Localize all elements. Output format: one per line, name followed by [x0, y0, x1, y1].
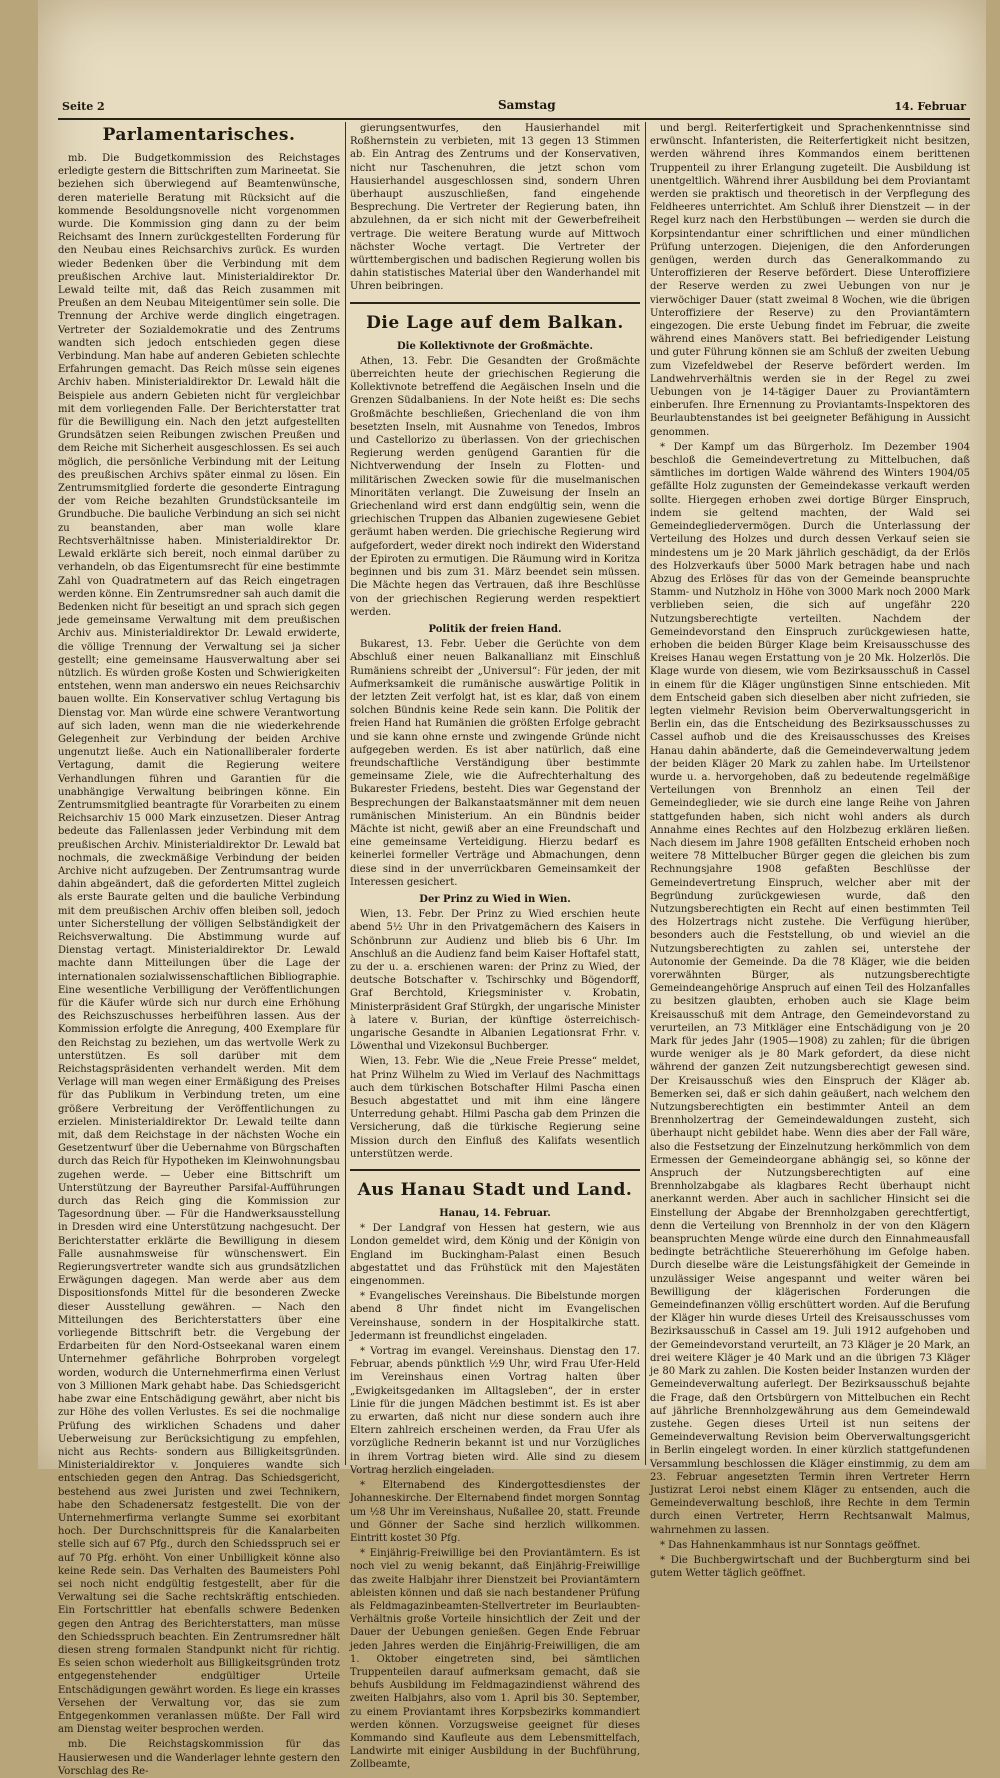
article-paragraph: * Das Hahnenkammhaus ist nur Sonntags geöffnet.: [660, 1539, 921, 1551]
article-paragraph: * Elternabend des Kindergottesdienstes der Johanneskirche. Der Elternabend findet morgen Sonntag um ½8 Uhr im Vereinshaus, Nußallee 20, statt. Freunde und Gönner der Sache sind herzlich willkommen. Eintritt kostet 30 Pfg.: [350, 1480, 640, 1544]
column-rule: [345, 122, 346, 1465]
article-paragraph: und bergl. Reiterfertigkeit und Sprachenkenntnisse sind erwünscht. Infanteristen, die Reiterfertigkeit nicht besitzen, werden während ihres Kommandos einem berittenen Truppenteil zu ihrer Erlangung zugeteilt. Die Ausbildung ist unentgeltlich. Während ihrer Ausbildung bei dem Proviantamt werden sie praktisch und theoretisch in der Verpflegung des Feldheeres unterrichtet. Am Schluß ihrer Dienstzeit — in der Regel kurz nach den Herbstübungen — werden sie durch die Korpsintendantur einer schriftlichen und einer mündlichen Prüfung unterzogen. Diejenigen, die den Anforderungen genügen, werden durch das Generalkommando zu Unteroffizieren der Reserve befördert. Diese Unteroffiziere der Reserve werden zu zwei Uebungen von nur je vierwöchiger Dauer (statt zweimal 8 Wochen, wie die übrigen Unteroffiziere der Reserve) zu den Proviantämtern eingezogen. Die erste Uebung findet im Februar, die zweite während eines Manövers statt. Bei befriedigender Leistung und guter Führung können sie am Schluß der zweiten Uebung zum Vizefeldwebel der Reserve befördert werden. Im Landwehrverhältnis werden sie in der Regel zu zwei Uebungen von je 14-tägiger Dauer zu Proviantämtern einberufen. Ihre Ernennung zu Proviantamts-Inspektoren des Beurlaubtenstandes ist bei geeigneter Befähigung in Aussicht genommen.: [650, 123, 970, 438]
article-paragraph: mb. Die Reichstagskommission für das Hausierwesen und die Wanderlager lehnte gestern den Vorschlag des Re-: [58, 1739, 340, 1777]
article-paragraph: * Der Kampf um das Bürgerholz. Im Dezember 1904 beschloß die Gemeindevertretung zu Mittelbuchen, daß sämtliches im dortigen Walde während des Winters 1904/05 gefällte Holz zugunsten der Gemeindekasse verkauft werden sollte. Hiergegen erhoben zwei dortige Bürger Einspruch, indem sie geltend machten, der Wald sei Gemeindegliedervermögen. Durch die Unterlassung der Verteilung des Holzes und durch dessen Verkauf seien sie mindestens um je 20 Mark jährlich geschädigt, da der Erlös des Holzverkaufs über 5000 Mark betragen habe und nach Abzug des Erlöses für das von der Gemeinde beanspruchte Stamm- und Nutzholz in Höhe von 3000 Mark noch 2000 Mark verblieben seien, die sich auf ungefähr 220 Nutzungsberechtigte verteilten. Nachdem der Gemeindevorstand den Einspruch zurückgewiesen hatte, erhoben die beiden Bürger Klage beim Kreisausschusse des Kreises Hanau wegen Erstattung von je 20 Mk. Holzerlös. Die Klage wurde von diesem, wie vom Bezirksausschuß in Cassel in einem für die Kläger ungünstigen Sinne entschieden. Mit dem Entscheid gaben sich dieselben aber nicht zufrieden, sie legten vielmehr Revision beim Oberverwaltungsgericht in Berlin ein, das die Entscheidung des Bezirksausschusses zu Cassel aufhob und die des Kreisausschusses des Kreises Hanau dahin abänderte, daß die Gemeindeverwaltung jedem der beiden Kläger 20 Mark zu zahlen habe. Im Urteilstenor wurde u. a. hervorgehoben, daß zu bedeutende regelmäßige Verteilungen von Brennholz an einen Teil der Gemeindeglieder, wie sie durch eine lange Reihe von Jahren stattgefunden haben, sich nicht wohl anders als durch Annahme eines Rechtes auf den Holzbezug erklären ließen. Nach diesem im Jahre 1908 gefällten Entscheid erhoben noch weitere 78 Mittelbucher Bürger gegen die gleichen bis zum Rechnungsjahre 1908 gefaßten Beschlüsse der Gemeindevertretung Einspruch, welcher aber mit der Begründung zurückgewiesen wurde, daß den Nutzungsberechtigten ein Recht auf einen bestimmten Teil des Holzertrags nicht zustehe. Die Verfügung hierüber, besonders auch die Feststellung, ob und wieviel an die Nutzungsberechtigten zu zahlen sei, unterstehe der Autonomie der Gemeinde. Da die 78 Kläger, wie die beiden vorerwähnten Bürger, als nutzungsberechtigte Gemeindeangehörige Anspruch auf einen Teil des Holzanfalles zu besitzen glaubten, erhoben auch sie Klage beim Kreisausschuß mit dem Antrage, den Gemeindevorstand zu verurteilen, an 73 Mitkläger eine Entschädigung von je 20 Mark für jedes Jahr (1905—1908) zu zahlen; für die übrigen wurde weniger als je 80 Mark gefordert, da diese nicht während der ganzen Zeit nutzungsberechtigt gewesen sind. Der Kreisausschuß wies den Einspruch der Kläger ab. Bemerken sei, daß er sich dahin geäußert, nach welchem den Nutzungsberechtigten ein bestimmter Anteil an dem Brennholzertrag der Gemeindewaldungen zusteht, sich überhaupt nicht gebildet habe. Wenn dies aber der Fall wäre, also die Festsetzung der Einzelnutzung herkömmlich von dem Ermessen der Gemeindeorgane abhängig sei, so könne der Anspruch der Nutzungsberechtigten auf eine Brennholzabgabe als klagbares Recht überhaupt nicht anerkannt werden. Aber auch in sachlicher Hinsicht sei die Einstellung der Abgabe der Brennholzgaben gerechtfertigt, denn die Verteilung von Brennholz in der von den Klägern beanspruchten Menge würde eine durch den Einnahmeausfall bedingte beträchtliche Steuererhöhung im Gefolge haben. Durch dieselbe wäre die Leistungsfähigkeit der Gemeinde in unzulässiger Weise angespannt und weiter wären bei Bewilligung der klägerischen Forderungen die Gemeindefinanzen völlig erschüttert worden. Auf die Berufung der Kläger hin wurde dieses Urteil des Kreisausschusses vom Bezirksausschuß in Cassel am 19. Juli 1912 aufgehoben und der Gemeindevorstand verurteilt, an 73 Kläger je 20 Mark, an drei weitere Kläger je 40 Mark und an die übrigen 73 Kläger je 80 Mark zu zahlen. Die Kosten beider Instanzen wurden der Gemeindeverwaltung auferlegt. Der Bezirksausschuß bejahte die Frage, daß den Ortsbürgern von Mittelbuchen ein Recht auf jährliche Brennholzgewährung aus dem Gemeindewald zustehe. Gegen dieses Urteil ist nun seitens der Gemeindeverwaltung Revision beim Oberverwaltungsgericht in Berlin eingelegt worden. In einer kürzlich stattgefundenen Versammlung beschlossen die Kläger einstimmig, zu dem am 23. Februar angesetzten Termin ihren Vertreter Herrn Justizrat Leroi nebst einem Kläger zu entsenden, auch die Gemeindeverwaltung beschloß, ihre Rechte in dem Termin durch einen Vertreter, Herrn Rechtsanwalt Malmus, wahrnehmen zu lassen.: [650, 441, 970, 1536]
section-divider: [350, 1169, 640, 1171]
column-rule: [645, 122, 646, 1465]
article-paragraph: * Vortrag im evangel. Vereinshaus. Dienstag den 17. Februar, abends pünktlich ½9 Uhr, wird Frau Ufer-Held im Vereinshaus einen Vortrag halten über „Ewigkeitsgedanken im Alltagsleben“, der in erster Linie für die jungen Mädchen bestimmt ist. Es ist aber zu erwarten, daß nicht nur diese sondern auch ihre Eltern zahlreich erscheinen werden, da Frau Ufer als vorzügliche Rednerin bekannt ist und nur Vorzügliches in ihrem Vortrag bieten wird. Alle sind zu diesem Vortrag herzlich eingeladen.: [350, 1346, 640, 1476]
article-paragraph: * Der Landgraf von Hessen hat gestern, wie aus London gemeldet wird, dem König und der Königin von England im Buckingham-Palast einen Besuch abgestattet und das Frühstück mit den Majestäten eingenommen.: [350, 1223, 640, 1288]
weekday: Samstag: [498, 98, 556, 112]
subheading: Politik der freien Hand.: [428, 623, 562, 635]
newspaper-page: [38, 0, 986, 1777]
article-paragraph: * Einjährig-Freiwillige bei den Proviantämtern. Es ist noch viel zu wenig bekannt, daß Einjährig-Freiwillige das zweite Halbjahr ihrer Dienstzeit bei Proviantämtern ableisten können und daß sie nach bestandener Prüfung als Feldmagazinbeamten-Stellvertreter im Beurlaubten-Verhältnis große Vorteile hinsichtlich der Zeit und der Dauer der Uebungen genießen. Gegen Ende Februar jeden Jahres werden die Einjährig-Freiwilligen, die am 1. Oktober eingetreten sind, bei sämtlichen Truppenteilen darauf aufmerksam gemacht, daß sie behufs Ausbildung im Feldmagazindienst während des zweiten Halbjahrs, also vom 1. April bis 30. September, zu einem Proviantamt ihres Korpsbezirks kommandiert werden können. Vorzugsweise geeignet für dieses Kommando sind Kaufleute aus dem Lebensmittelfach, Landwirte mit einiger Ausbildung in der Buchführung, Zollbeamte,: [350, 1548, 640, 1771]
subheading: Der Prinz zu Wied in Wien.: [419, 893, 571, 905]
article-paragraph: Bukarest, 13. Febr. Ueber die Gerüchte von dem Abschluß einer neuen Balkanallianz mit Einschluß Rumäniens schreibt der „Universul“: Für jeden, der mit Aufmerksamkeit die rumänische auswärtige Politik in der letzten Zeit verfolgt hat, ist es klar, daß von einem solchen Bündnis keine Rede sein kann. Die Politik der freien Hand hat Rumänien die größten Erfolge gebracht und sie kann ohne ernste und zwingende Gründe nicht aufgegeben werden. Es ist aber natürlich, daß eine freundschaftliche Verständigung über bestimmte gemeinsame Ziele, wie die Aufrechterhaltung des Bukarester Friedens, besteht. Dies war Gegenstand der Besprechungen der Balkanstaatsmänner mit dem neuen rumänischen Ministerium. An ein Bündnis beider Mächte ist nicht, gewiß aber an eine Freundschaft und eine gemeinsame Verteidigung. Hierzu bedarf es keinerlei formeller Verträge und Abmachungen, denn diese sind in der unverrückbaren Gemeinsamkeit der Interessen gesichert.: [350, 639, 640, 888]
page-number: Seite 2: [62, 100, 105, 113]
article-paragraph: * Die Buchbergwirtschaft und der Buchbergturm sind bei gutem Wetter täglich geöffnet.: [650, 1554, 970, 1580]
column-1: [58, 122, 340, 1777]
article-paragraph: Athen, 13. Febr. Die Gesandten der Großmächte überreichten heute der griechischen Regierung die Kollektivnote betreffend die Aegäischen Inseln und die Grenzen Südalbaniens. In der Note heißt es: Die sechs Großmächte beschließen, Griechenland die von ihm besetzten Inseln, mit Ausnahme von Tenedos, Imbros und Castellorizo zu überlassen. Von der griechischen Regierung werden genügend Garantien für die Nichtverwendung der Inseln zu Flotten- und militärischen Zwecken sowie für die muselmanischen Minoritäten verlangt. Die Zuweisung der Inseln an Griechenland wird erst dann endgültig sein, wenn die griechischen Truppen das Albanien zugewiesene Gebiet geräumt haben werden. Die griechische Regierung wird aufgefordert, weder direkt noch indirekt den Widerstand der Epiroten zu ermutigen. Die Räumung wird in Koritza beginnen und bis zum 31. März beendet sein müssen. Die Mächte hegen das Vertrauen, daß ihre Beschlüsse von der griechischen Regierung werden respektiert werden.: [350, 355, 640, 618]
article-paragraph: gierungsentwurfes, den Hausierhandel mit Roßhernstein zu verbieten, mit 13 gegen 13 Stimmen ab. Ein Antrag des Zentrums und der Konservativen, nicht nur Taschenuhren, die jetzt schon vom Hausierhandel ausgeschlossen sind, sondern Uhren überhaupt auszuschließen, fand eingehende Besprechung. Die Vertreter der Regierung baten, ihn abzulehnen, da er sich nicht mit der Gewerbefreiheit vertrage. Die weitere Beratung wurde auf Mittwoch nächster Woche vertagt. Die Vertreter der württembergischen und badischen Regierung wollen bis dahin statistisches Material über den Wanderhandel mit Uhren beibringen.: [350, 123, 640, 293]
article-paragraph: Wien, 13. Febr. Wie die „Neue Freie Presse“ meldet, hat Prinz Wilhelm zu Wied im Verlauf des Nachmittags auch dem türkischen Botschafter Hilmi Pascha einen Besuch abgestattet und mit ihm eine längere Unterredung gehabt. Hilmi Pascha gab dem Prinzen die Versicherung, daß die türkische Regierung seine Mission durch den Einfluß des Kalifats wesentlich unterstützen werde.: [350, 1056, 640, 1160]
article-paragraph: Wien, 13. Febr. Der Prinz zu Wied erschien heute abend 5½ Uhr in den Privatgemächern des Kaisers in Schönbrunn zur Audienz und blieb bis 6 Uhr. Im Anschluß an die Audienz fand beim Kaiser Hoftafel statt, zu der u. a. erschienen waren: der Prinz zu Wied, der deutsche Botschafter v. Tschirschky und Bögendorff, Graf Berchtold, Kriegsminister v. Krobatin, Ministerpräsident Graf Stürgkh, der ungarische Minister à latere v. Burian, der künftige österreichisch-ungarische Gesandte in Albanien Legationsrat Frhr. v. Löwenthal und Vizekonsul Buchberger.: [350, 909, 641, 1053]
subheading: Die Kollektivnote der Großmächte.: [396, 340, 594, 352]
column-3: [650, 122, 970, 1580]
section-title-parlamentarisches: Parlamentarisches.: [102, 125, 296, 145]
dateline: Hanau, 14. Februar.: [439, 1208, 551, 1220]
column-2: [350, 122, 641, 1771]
issue-date: 14. Februar: [894, 100, 966, 113]
section-title-balkan: Die Lage auf dem Balkan.: [366, 312, 624, 333]
article-paragraph: mb. Die Budgetkommission des Reichstages erledigte gestern die Bittschriften zum Marineetat. Sie beziehen sich überwiegend auf Beamtenwünsche, deren materielle Beratung mit Rücksicht auf die kommende Besoldungsnovelle nicht vorgenommen wurde. Die Kommission ging dann zu der beim Reichsamt des Innern zurückgestellten Forderung für den Neubau eines Reichsarchivs zurück. Es wurden wieder Bedenken über die Verbindung mit dem preußischen Archive laut. Ministerialdirektor Dr. Lewald teilte mit, daß das Reich zusammen mit Preußen an dem Neubau Miteigentümer sein solle. Die Trennung der Archive werde dinglich eingetragen. Vertreter der Sozialdemokratie und des Zentrums wandten sich jedoch entschieden gegen diese Verbindung. Man habe auf anderen Gebieten schlechte Erfahrungen gemacht. Das Reich müsse sein eigenes Archiv haben. Ministerialdirektor Dr. Lewald hält die Beispiele aus andern Gebieten nicht für vergleichbar mit dem vorliegenden Falle. Der Berichterstatter trat für die Bewilligung ein. Nach den jetzt aufgestellten Grundsätzen seien Reibungen zwischen Preußen und dem Reiche mit Sicherheit ausgeschlossen. Es sei auch möglich, die persönliche Verbindung mit der Leitung des preußischen Archivs später einmal zu lösen. Ein Zentrumsmitglied forderte die gesonderte Eintragung der vom Reiche bezahlten Grundstücksanteile im Grundbuche. Die bauliche Verbindung an sich sei nicht zu beanstanden, aber man wolle klare Rechtsverhältnisse haben. Ministerialdirektor Dr. Lewald erklärte sich bereit, noch einmal darüber zu verhandeln, ob das Eigentumsrecht für eine bestimmte Zahl von Quadratmetern auf das Reich eingetragen werden könne. Ein Zentrumsredner sah auch damit die Bedenken nicht für beseitigt an und sprach sich gegen jede gemeinsame Verwaltung mit dem preußischen Archiv aus. Ministerialdirektor Dr. Lewald erwiderte, die völlige Trennung der Verwaltung sei ja sicher gestellt; eine gemeinsame Hausverwaltung aber sei nützlich. Es würden große Kosten und Schwierigkeiten entstehen, wenn man anderswo ein neues Reichsarchiv bauen wollte. Ein Konservativer schlug Vertagung bis Dienstag vor. Man würde eine schwere Verantwortung auf sich laden, wenn man die nie wiederkehrende Gelegenheit zur Verbindung der beiden Archive ungenutzt ließe. Auch ein Nationalliberaler forderte Vertagung, damit die Regierung weitere Verhandlungen führen und Garantien für die unabhängige Verwaltung beibringen könne. Ein Zentrumsmitglied beantragte für Vorarbeiten zu einem Reichsarchiv 15 000 Mark einzusetzen. Dieser Antrag bedeute das Fallenlassen jeder Verbindung mit dem preußischen Archiv. Ministerialdirektor Dr. Lewald bat nochmals, die zweckmäßige Verbindung der beiden Archive nicht aufzugeben. Der Zentrumsantrag wurde dahin abgeändert, daß die geforderten Mittel zugleich als erste Baurate gelten und die bauliche Verbindung mit dem preußischen Archiv offen bleiben soll, jedoch unter Sicherstellung der völligen Selbständigkeit der Reichsverwaltung. Die Abstimmung wurde auf Dienstag vertagt. Ministerialdirektor Dr. Lewald machte dann Mitteilungen über die Lage der internationalen sozialwissenschaftlichen Bibliographie. Eine wesentliche Verbilligung der Veröffentlichungen für die Käufer würde sich nur durch eine Erhöhung des Reichszuschusses herbeiführen lassen. Aus der Kommission erfolgte die Anregung, 400 Exemplare für den Reichstag zu beziehen, um das wertvolle Werk zu unterstützen. Es soll darüber mit dem Reichstagspräsidenten verhandelt werden. Mit dem Verlage will man wegen einer Ermäßigung des Preises für das Publikum in Verbindung treten, um eine größere Verbreitung der Veröffentlichungen zu erzielen. Ministerialdirektor Dr. Lewald teilte dann mit, daß dem Reichstage in der nächsten Woche ein Gesetzentwurf über die Uebernahme von Bürgschaften durch das Reich für Hypotheken im Kleinwohnungsbau zugehen werde. — Ueber eine Bittschrift um Unterstützung der Bayreuther Parsifal-Aufführungen durch das Reich ging die Kommission zur Tagesordnung über. — Für die Handwerksausstellung in Dresden wird eine Unterstützung nachgesucht. Der Berichterstatter erklärte die Bewilligung in diesem Falle ausnahmsweise für wünschenswert. Ein Regierungsvertreter wandte sich aus grundsätzlichen Erwägungen dagegen. Man werde aber aus dem Dispositionsfonds Mittel für die besonderen Zwecke dieser Ausstellung gewähren. — Nach den Mitteilungen des Berichterstatters über eine vorliegende Bittschrift betr. die Vergebung der Erdarbeiten für den Nord-Ostseekanal waren einem Unternehmer gefährliche Bohrproben vorgelegt worden, wodurch die Unternehmerfirma einen Verlust von 3 Millionen Mark gehabt habe. Das Schiedsgericht habe zwar eine Entschädigung gewährt, aber nicht bis zur Höhe des vollen Verlustes. Es sei die nochmalige Prüfung des wirklichen Schadens und daher Ueberweisung zur Berücksichtigung zu empfehlen, nicht aus Rechts- sondern aus Billigkeitsgründen. Ministerialdirektor v. Jonquieres wandte sich entschieden gegen den Antrag. Das Schiedsgericht, bestehend aus zwei Juristen und zwei Technikern, habe den Schadenersatz festgestellt. Die von der Unternehmerfirma verlangte Summe sei exorbitant hoch. Der Durchschnittspreis für die Kanalarbeiten stelle sich auf 67 Pfg., durch den Schiedsspruch sei er auf 70 Pfg. erhöht. Von einer Unbilligkeit könne also keine Rede sein. Das Verhalten des Baumeisters Pohl sei noch nicht endgültig festgestellt, aber für die Verwaltung sei die Sache rechtskräftig entschieden. Ein Fortschrittler hat ebenfalls schwere Bedenken gegen den Antrag des Berichterstatters, man müsse den Schiedsspruch beachten. Ein Zentrumsredner hält diesen streng formalen Standpunkt nicht für richtig. Es seien schon wiederholt aus Billigkeitsgründen trotz entgegenstehender endgültiger Urteile Entschädigungen gewährt worden. Es liege ein krasses Versehen der Verwaltung vor, das sie zum Entgegenkommen veranlassen müßte. Der Fall wird am Dienstag weiter besprochen werden.: [58, 153, 340, 1736]
section-divider: [350, 302, 640, 304]
article-paragraph: * Evangelisches Vereinshaus. Die Bibelstunde morgen abend 8 Uhr findet nicht im Evangelischen Vereinshause, sondern in der Hospitalkirche statt. Jedermann ist freundlichst eingeladen.: [350, 1291, 640, 1342]
section-title-hanau: Aus Hanau Stadt und Land.: [357, 1180, 633, 1201]
page-header: [58, 96, 970, 120]
